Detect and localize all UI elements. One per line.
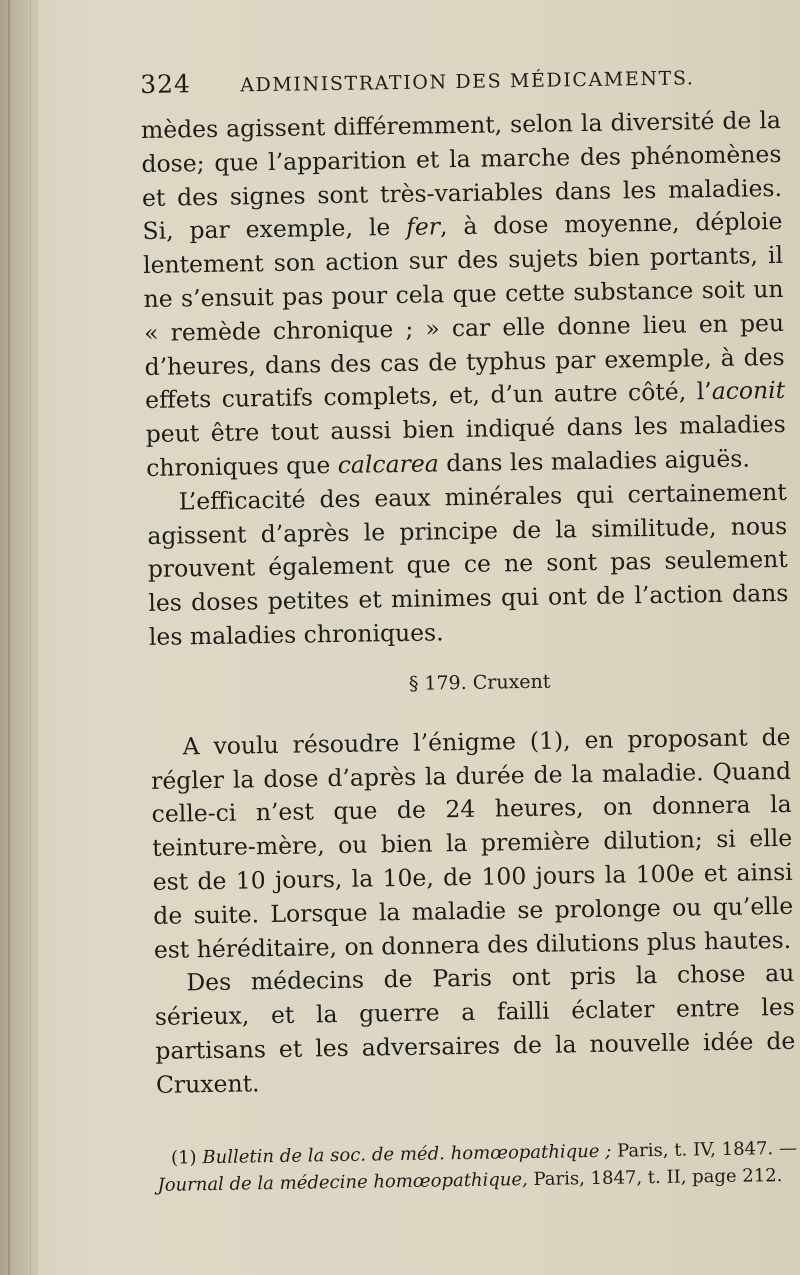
- section-heading: § 179. Cruxent: [408, 670, 551, 695]
- gutter-edge-line: [30, 0, 31, 1275]
- footnote-title-2: Journal de la médecine homœopathique,: [157, 1168, 528, 1196]
- book-gutter: [0, 0, 38, 1275]
- p1-aconit: aconit: [711, 376, 786, 406]
- p1-fer: fer: [405, 212, 441, 242]
- paragraph-2: L’efficacité des eaux minérales qui certainement agissent d’après le principe de la similitude, nous prouvent également que ce ne sont pas seulement les doses petites et minimes qui ont de l’action dans les maladies chroniques.: [147, 477, 789, 651]
- p1-text-c: peut être tout aussi bien indiqué dans les maladies chroniques que: [145, 410, 786, 482]
- paragraph-3: A voulu résoudre l’énigme (1), en proposant de régler la dose d’après la durée de la maladie. Quand celle-ci n’est que de 24 heures, on donnera la teinture-mère, ou bien la première dilution; si elle est de 10 jours, la 10e, de 100 jours la 100e et ainsi de suite. Lorsque la maladie se prolonge ou qu’elle est héréditaire, on donnera des dilutions plus hautes.: [150, 722, 794, 964]
- footnote-title-1: Bulletin de la soc. de méd. homœopathique ;: [202, 1140, 612, 1168]
- paragraph-4: Des médecins de Paris ont pris la chose au sérieux, et la guerre a failli éclater entre les partisans et les adversaires de la nouvelle idée de Cruxent.: [154, 959, 796, 1099]
- running-title: ADMINISTRATION DES MÉDICAMENTS.: [240, 67, 695, 97]
- page-content: [140, 60, 798, 1198]
- paragraph-1: [141, 104, 787, 486]
- footnote-ref-2: Paris, 1847, t. II, page 212.: [527, 1164, 783, 1190]
- footnote-marker: (1): [170, 1146, 203, 1169]
- page-number: 324: [140, 69, 192, 99]
- gutter-shadow-line: [8, 0, 10, 1275]
- p1-text-b: , à dose moyenne, déploie lentement son action sur des sujets bien portants, il ne s’ensuit pas pour cela que cette substance soit un « remède chronique ; » car elle donne lieu en peu d’heures, dans des cas de typhus par exemple, à des effets curatifs complets, et, d’un autre côté, l’: [142, 207, 785, 415]
- footnote-ref-1: Paris, t. IV, 1847. —: [611, 1137, 798, 1162]
- p1-text-d: dans les maladies aiguës.: [438, 444, 751, 478]
- p1-calcarea: calcarea: [337, 449, 439, 479]
- p1-text-a: mèdes agissent différemment, selon la diversité de la dose; que l’apparition et la marche des phénomènes et des signes sont très-variables dans les maladies. Si, par exemple, le: [140, 105, 783, 246]
- footnote: [157, 1134, 798, 1198]
